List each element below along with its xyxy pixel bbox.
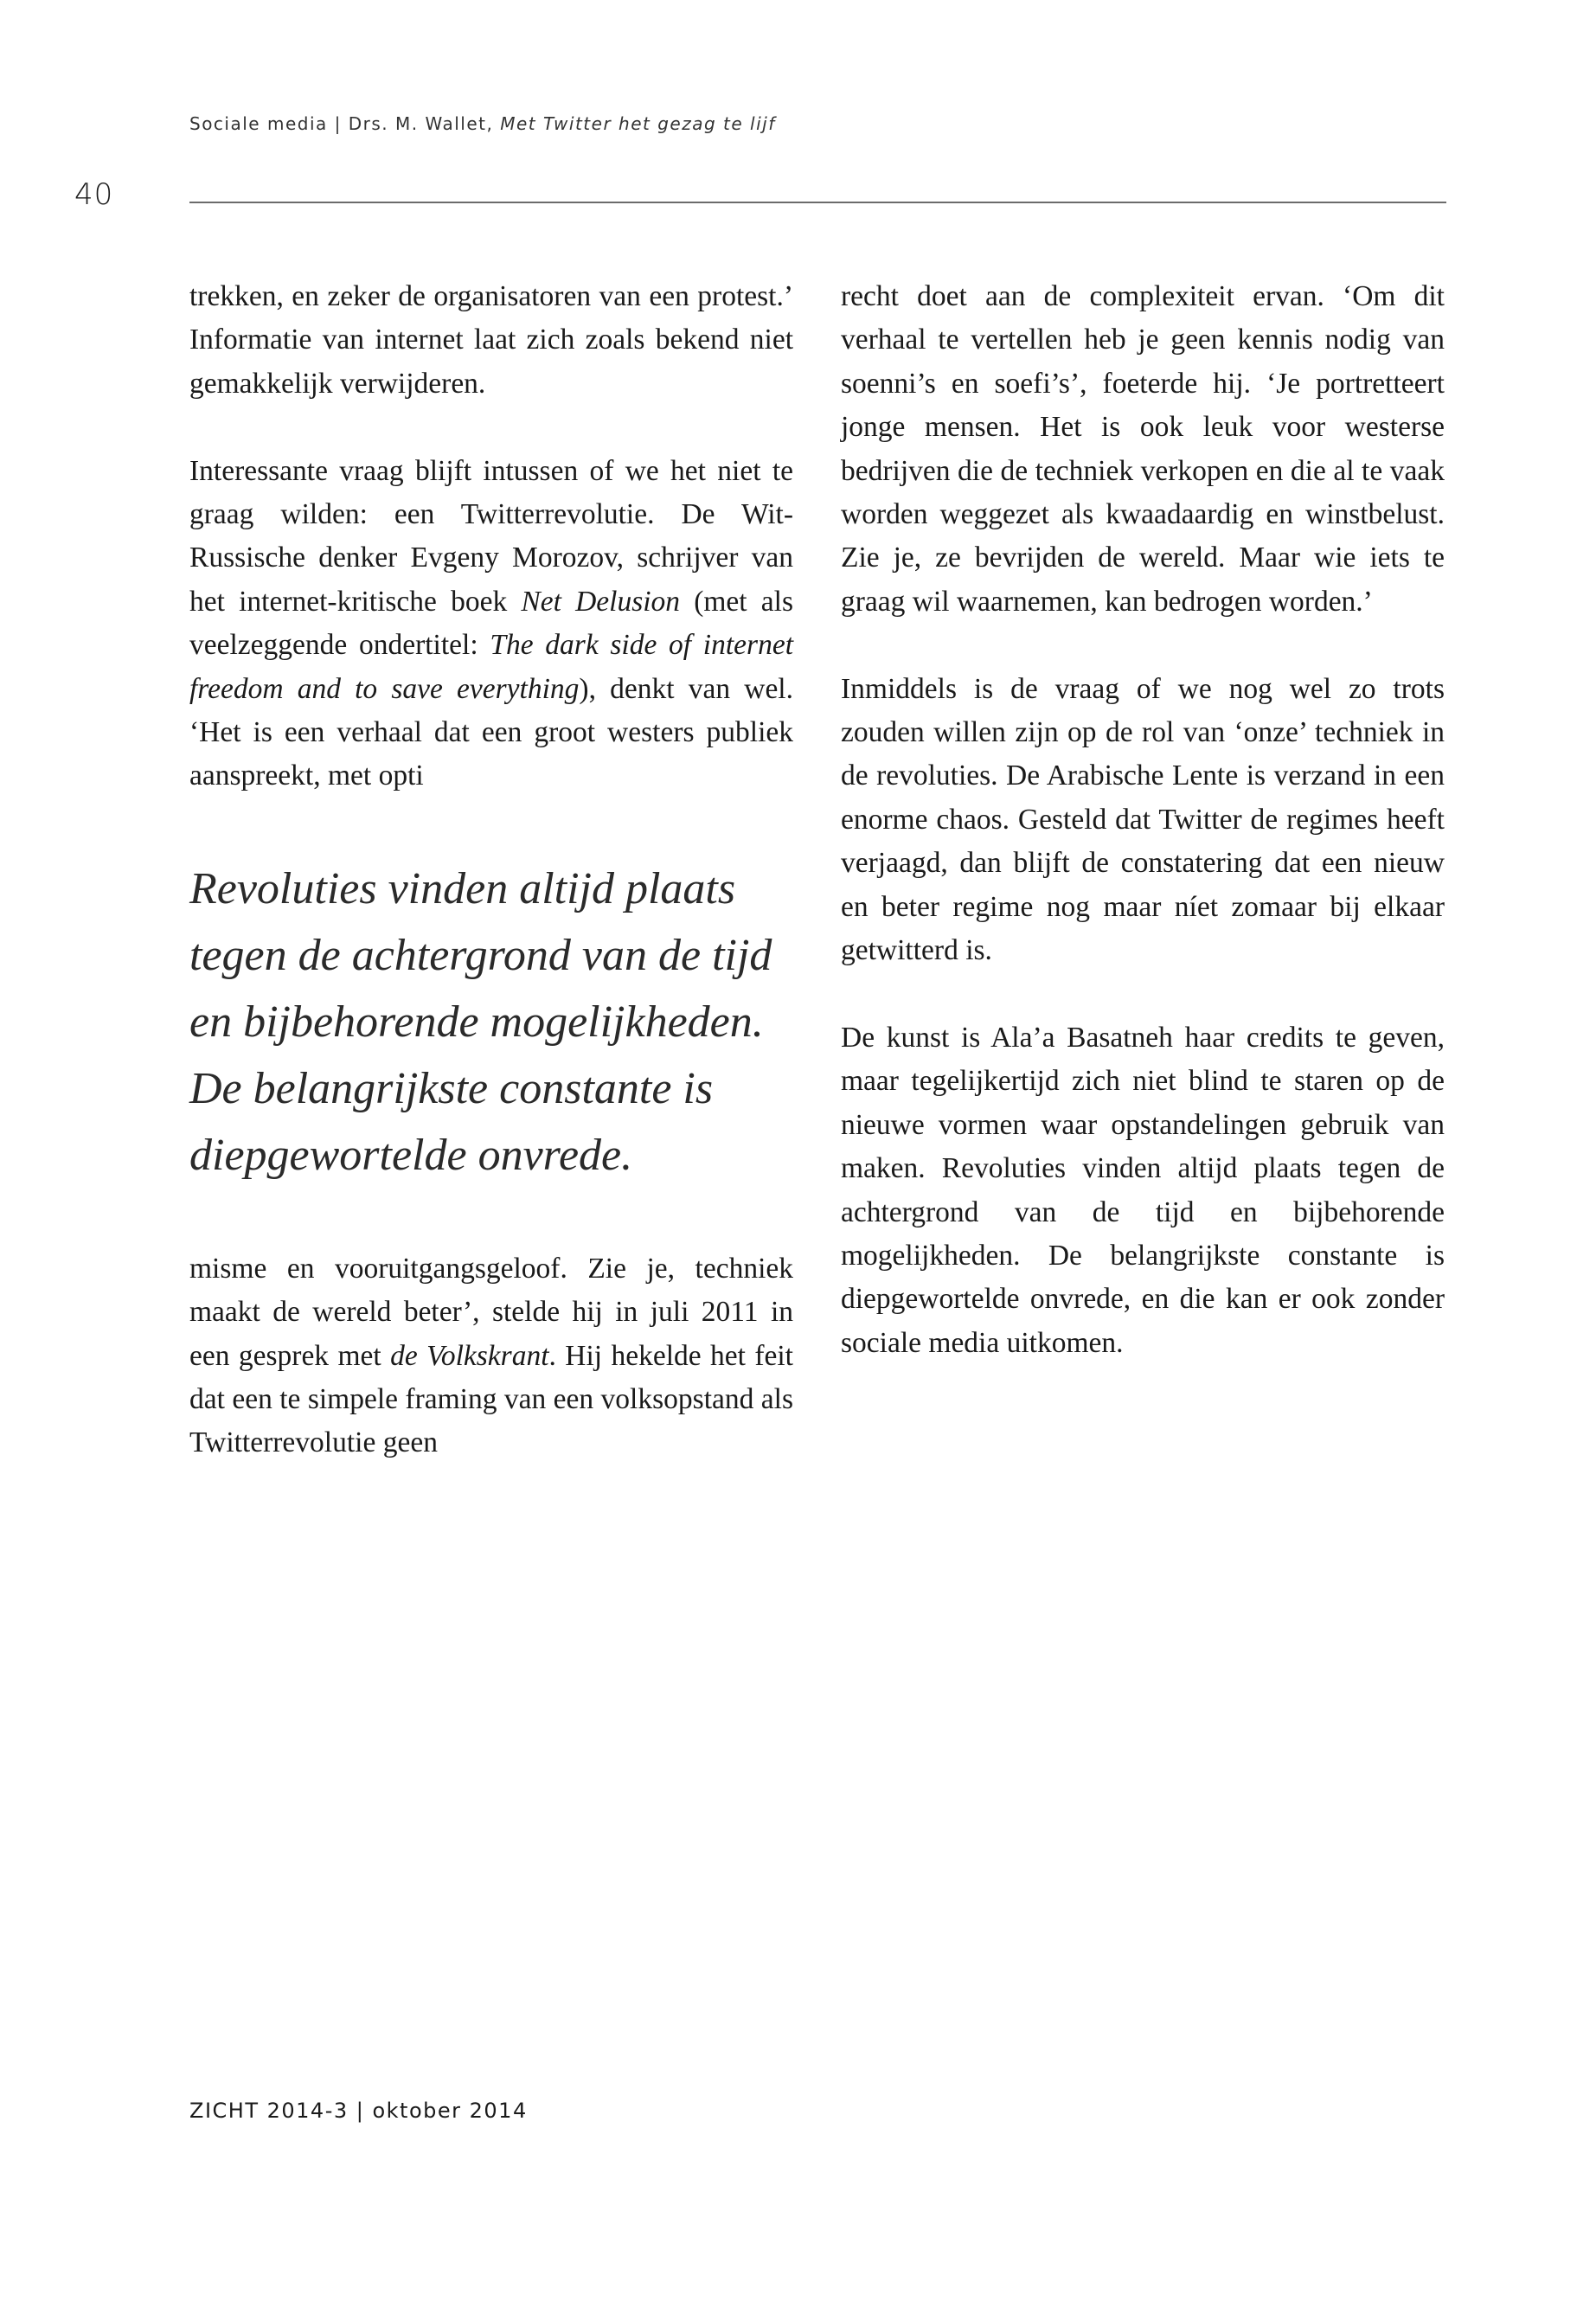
left-paragraph-2 [189, 450, 793, 798]
left-paragraph-3-text-b: . Hij hekelde het feit dat een te simpele framing van een volksopstand als Twitterrevolutie geen [189, 1339, 793, 1459]
left-paragraph-3-text-a: misme en vooruitgangsgeloof. Zie je, techniek maakt de wereld beter’, stelde hij in juli 2011 in een gesprek met [189, 1252, 793, 1372]
right-column [841, 275, 1445, 1365]
right-paragraph-1: recht doet aan de complexiteit ervan. ‘Om dit verhaal te vertellen heb je geen kennis nodig van soenni’s en soefi’s’, foeterde hij. ‘Je portretteert jonge mensen. Het is ook leuk voor westerse bedrijven die de techniek verkopen en die al te vaak worden weggezet als kwaadaardig en winstbelust. Zie je, ze bevrijden de wereld. Maar wie iets te graag wil waarnemen, kan bedrogen worden.’ [841, 280, 1445, 618]
header-article-title: Met Twitter het gezag te lijf [500, 113, 776, 134]
running-header [189, 113, 776, 134]
right-paragraph-3: De kunst is Ala’a Basatneh haar credits te geven, maar tegelijkertijd zich niet blind te staren op de nieuwe vormen waar opstandelingen gebruik van maken. Revoluties vinden altijd plaats tegen de achtergrond van de tijd en bijbehorende mogelijkheden. De belangrijkste constante is diepgewortelde onvrede, en die kan er ook zonder sociale media uitkomen. [841, 1021, 1445, 1359]
book-subtitle: The dark side of internet freedom and to save everything [189, 629, 793, 705]
header-author: Drs. M. Wallet, [348, 113, 494, 134]
left-paragraph-2-text-c: ), denkt van wel. ‘Het is een verhaal dat een groot westers publiek aanspreekt, met opti [189, 672, 793, 792]
header-section: Sociale media [189, 113, 328, 134]
page-number: 40 [74, 177, 114, 212]
left-paragraph-3 [189, 1247, 793, 1465]
pull-quote: Revoluties vinden altijd plaats tegen de achtergrond van de tijd en bijbehorende mogelijkheden. De belangrijkste constante is diepgewortelde onvrede. [189, 863, 772, 1180]
header-rule [189, 202, 1446, 203]
left-paragraph-1: trekken, en zeker de organisatoren van een protest.’ Informatie van internet laat zich zoals bekend niet gemakkelijk verwijderen. [189, 280, 793, 400]
left-paragraph-2-text-b: (met als veelzeggende ondertitel: [189, 585, 793, 662]
right-paragraph-2: Inmiddels is de vraag of we nog wel zo trots zouden willen zijn op de rol van ‘onze’ techniek in de revoluties. De Arabische Lente is verzand in een enorme chaos. Gesteld dat Twitter de regimes heeft verjaagd, dan blijft de constatering dat een nieuw en beter regime nog maar níet zomaar bij elkaar getwitterd is. [841, 672, 1445, 967]
left-paragraph-2-text-a: Interessante vraag blijft intussen of we het niet te graag wilden: een Twitterrevolutie. De Wit-Russische denker Evgeny Morozov, schrijver van het internet-kritische boek [189, 454, 793, 618]
book-title: Net Delusion [521, 585, 681, 618]
page-footer: ZICHT 2014-3 | oktober 2014 [189, 2099, 528, 2123]
newspaper-name: de Volkskrant [390, 1339, 549, 1372]
header-separator: | [334, 113, 342, 134]
left-column [189, 275, 793, 1465]
